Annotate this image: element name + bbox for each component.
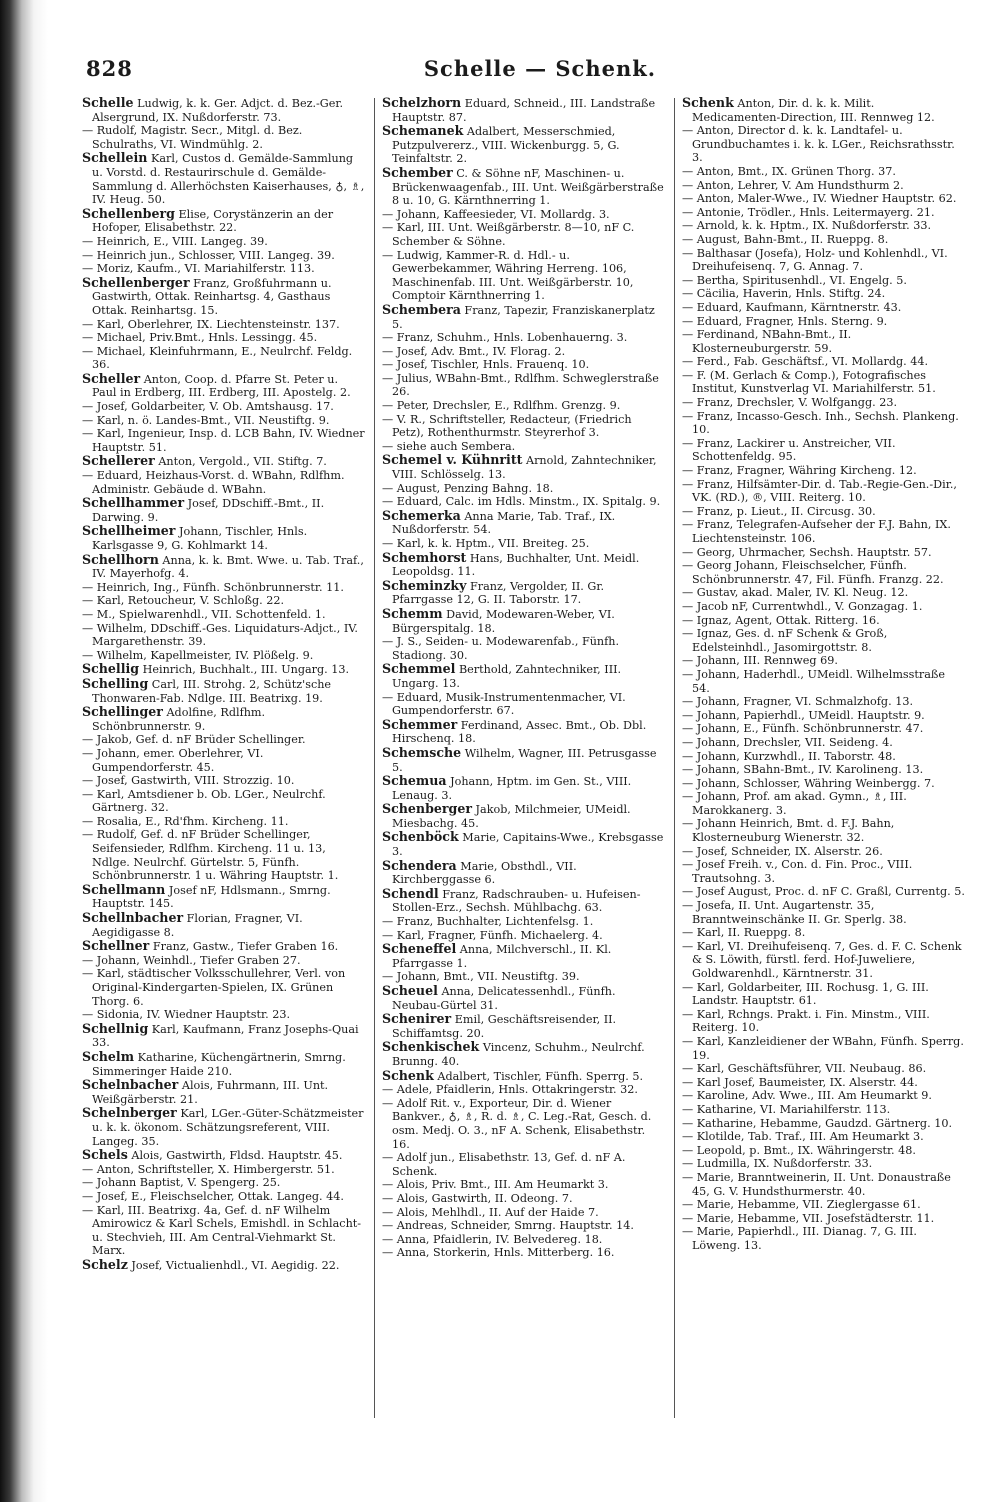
directory-entry: — Michael, Kleinfuhrmann, E., Neulrchf. Feldg. 36. [82, 344, 353, 372]
directory-entry: — Antonie, Trödler., Hnls. Leitermayerg. 21. [682, 205, 935, 219]
directory-entry: Schellein Karl, Custos d. Gemälde-Sammlung u. Vorstd. d. Restaurirschule d. Gemälde-Sammlung d. Allerhöchsten Kaiserhauses, ♁, ♗, IV. Heug. 50. [82, 150, 365, 207]
directory-entry: — Arnold, k. k. Hptm., IX. Nußdorferstr. 33. [682, 219, 932, 233]
directory-entry: — Adolf Rit. v., Exporteur, Dir. d. Wiener Bankver., ♁, ♗, R. d. ♗, C. Leg.-Rat, Gesch. d. osm. Medj. O. 3., nF A. Schenk, Elisabethstr. 16. [382, 1096, 652, 1151]
directory-entry: — Wilhelm, DDschiff.-Ges. Liquidaturs-Adjct., IV. Margarethenstr. 39. [82, 621, 358, 649]
directory-entry: Schellnbacher Florian, Fragner, VI. Aegidigasse 8. [82, 910, 303, 939]
directory-entry: — Johann, Drechsler, VII. Seideng. 4. [682, 735, 893, 749]
directory-entry: — Johann, Kurzwhdl., II. Taborstr. 48. [682, 749, 896, 763]
directory-entry: — Moriz, Kaufm., VI. Mariahilferstr. 113. [82, 262, 315, 276]
directory-entry: — Johann, Bmt., VII. Neustiftg. 39. [382, 970, 580, 984]
directory-entry: — Eduard, Fragner, Hnls. Sterng. 9. [682, 314, 888, 328]
directory-entry: — Franz, Fragner, Währing Kircheng. 12. [682, 464, 917, 478]
directory-entry: — Franz, p. Lieut., II. Circusg. 30. [682, 504, 876, 518]
directory-entry: — Johann, E., Fünfh. Schönbrunnerstr. 47. [682, 722, 924, 736]
directory-entry: — Josef, Adv. Bmt., IV. Florag. 2. [382, 344, 566, 358]
directory-entry: Schenk Adalbert, Tischler, Fünfh. Sperrg. 5. [382, 1067, 644, 1083]
directory-entry: — Anton, Lehrer, V. Am Hundsthurm 2. [682, 178, 904, 192]
directory-entry: — Karl, Oberlehrer, IX. Liechtensteinstr. 137. [82, 317, 340, 331]
directory-columns [82, 96, 970, 1486]
directory-entry: Schelz Josef, Victualienhdl., VI. Aegidig. 22. [82, 1256, 340, 1272]
directory-entry: Schellinger Adolfine, Rdlfhm. Schönbrunnerstr. 9. [82, 704, 266, 733]
directory-entry: — Karl Josef, Baumeister, IX. Alserstr. 44. [682, 1075, 918, 1089]
directory-entry: Schenk Anton, Dir. d. k. k. Milit. Medicamenten-Direction, III. Rennweg 12. [682, 96, 935, 124]
directory-entry: Schelm Katharine, Küchengärtnerin, Smrng. Simmeringer Haide 210. [82, 1048, 346, 1078]
directory-entry: — Rudolf, Magistr. Secr., Mitgl. d. Bez. Schulraths, VI. Windmühlg. 2. [82, 124, 303, 151]
directory-entry: Schenirer Emil, Geschäftsreisender, II. Schiffamtsg. 20. [382, 1011, 617, 1040]
directory-entry: — Bertha, Spiritusenhdl., VI. Engelg. 5. [682, 273, 907, 287]
directory-entry: — Karl, III. Unt. Weißgärberstr. 8—10, nF C. Schember & Söhne. [382, 221, 635, 248]
directory-entry: — Marie, Papierhdl., III. Dianag. 7, G. III. Löweng. 13. [682, 1225, 917, 1252]
directory-entry: Schellerer Anton, Vergold., VII. Stiftg. 7. [82, 453, 327, 469]
directory-entry: — Josef, Gastwirth, VIII. Strozzig. 10. [82, 774, 295, 788]
directory-entry: — Ludwig, Kammer-R. d. Hdl.- u. Gewerbekammer, Währing Herreng. 106, Maschinenfab. III. Unt. Weißgärberstr. 10, Comptoir Kärnthnerring 1. [382, 248, 634, 303]
directory-entry: — Karl, städtischer Volksschullehrer, Verl. von Original-Kindergarten-Spielen, IX. Grünen Thorg. 6. [82, 967, 346, 1008]
column-right [682, 96, 966, 1486]
directory-entry: — Anton, Director d. k. k. Landtafel- u. Grundbuchamtes i. k. k. LGer., Reichsrathsstr. 3. [682, 124, 955, 165]
directory-entry: — Anton, Schriftsteller, X. Himbergerstr. 51. [82, 1162, 335, 1176]
directory-entry: — Ignaz, Ges. d. nF Schenk & Groß, Edelsteinhdl., Jasomirgottstr. 8. [682, 627, 888, 654]
directory-entry: — Julius, WBahn-Bmt., Rdlfhm. Schweglerstraße 26. [382, 371, 659, 399]
directory-entry: — Katharine, VI. Mariahilferstr. 113. [682, 1102, 891, 1116]
directory-entry: — Andreas, Schneider, Smrng. Hauptstr. 14. [382, 1219, 634, 1233]
directory-entry: — M., Spielwarenhdl., VII. Schottenfeld. 1. [82, 607, 326, 621]
directory-entry: — Josef Freih. v., Con. d. Fin. Proc., VIII. Trautsohng. 3. [682, 858, 913, 885]
directory-entry: — Anna, Pfaidlerin, IV. Belvedereg. 18. [382, 1232, 603, 1246]
directory-entry: Schelnbacher Alois, Fuhrmann, III. Unt. Weißgärberstr. 21. [82, 1077, 329, 1106]
directory-entry: — Josef, Goldarbeiter, V. Ob. Amtshausg. 17. [82, 400, 334, 414]
column-left [82, 96, 366, 1486]
directory-entry: Schellmann Josef nF, Hdlsmann., Smrng. Hauptstr. 145. [82, 881, 331, 911]
directory-entry: — F. (M. Gerlach & Comp.), Fotografisches Institut, Kunstverlag VI. Mariahilferstr. 51. [682, 368, 936, 396]
directory-entry: Schemsche Wilhelm, Wagner, III. Petrusgasse 5. [382, 744, 657, 774]
directory-entry: — Michael, Priv.Bmt., Hnls. Lessingg. 45. [82, 331, 318, 345]
directory-entry: — Karl, Ingenieur, Insp. d. LCB Bahn, IV. Wiedner Hauptstr. 51. [82, 427, 365, 454]
directory-entry: Schellenberger Franz, Großfuhrmann u. Gastwirth, Ottak. Reinhartsg. 4, Gasthaus Ottak. Reinhartsg. 15. [82, 274, 332, 317]
directory-entry: — Josef August, Proc. d. nF C. Graßl, Currentg. 5. [682, 885, 965, 899]
directory-entry: — Georg Johann, Fleischselcher, Fünfh. Schönbrunnerstr. 47, Fil. Fünfh. Franzg. 22. [682, 559, 944, 586]
directory-entry: Schembera Franz, Tapezir, Franziskanerplatz 5. [382, 301, 655, 331]
directory-entry: Schelzhorn Eduard, Schneid., III. Landstraße Hauptstr. 87. [382, 96, 656, 124]
directory-entry: — Marie, Branntweinerin, II. Unt. Donaustraße 45, G. V. Hundsthurmerstr. 40. [682, 1170, 951, 1198]
directory-entry: Schemel v. Kühnritt Arnold, Zahntechniker, VIII. Schlösselg. 13. [382, 452, 657, 482]
directory-entry: Schelle Ludwig, k. k. Ger. Adjct. d. Bez.-Ger. Alsergrund, IX. Nußdorferstr. 73. [82, 96, 344, 124]
directory-entry: Scheminzky Franz, Vergolder, II. Gr. Pfarrgasse 12, G. II. Taborstr. 17. [382, 577, 605, 607]
directory-entry: — Johann, III. Rennweg 69. [682, 654, 838, 668]
directory-entry: — Johann Baptist, V. Spengerg. 25. [82, 1176, 281, 1190]
directory-entry: Schellhammer Josef, DDschiff.-Bmt., II. Darwing. 9. [82, 495, 325, 524]
directory-entry: — Johann, Papierhdl., UMeidl. Hauptstr. 9. [682, 708, 925, 722]
directory-entry: Schelling Carl, III. Strohg. 2, Schütz'sche Thonwaren-Fab. Ndlge. III. Beatrixg. 19. [82, 675, 332, 705]
directory-entry: — Josef, E., Fleischselcher, Ottak. Langeg. 44. [82, 1189, 344, 1203]
running-head: Schelle — Schenk. [423, 56, 657, 81]
directory-entry: Schemmer Ferdinand, Assec. Bmt., Ob. Dbl. Hirschenq. 18. [382, 716, 647, 746]
directory-entry: — Johann, Kaffeesieder, VI. Mollardg. 3. [382, 207, 610, 221]
directory-entry: Schellner Franz, Gastw., Tiefer Graben 16. [82, 938, 339, 954]
directory-entry: — Ferdinand, NBahn-Bmt., II. Klosterneuburgerstr. 59. [682, 328, 852, 355]
directory-entry: Schellnig Karl, Kaufmann, Franz Josephs-Quai 33. [82, 1020, 359, 1050]
directory-entry: Schemerka Anna Marie, Tab. Traf., IX. Nußdorferstr. 54. [382, 507, 616, 537]
directory-entry: Schemua Johann, Hptm. im Gen. St., VIII. Lenaug. 3. [382, 773, 632, 802]
directory-entry: — Heinrich, E., VIII. Langeg. 39. [82, 234, 268, 248]
directory-entry: — Josef, Tischler, Hnls. Frauenq. 10. [382, 358, 590, 372]
directory-entry: — Karl, Rchngs. Prakt. i. Fin. Minstm., VIII. Reiterg. 10. [682, 1007, 930, 1035]
directory-entry: — Franz, Buchhalter, Lichtenfelsg. 1. [382, 915, 594, 929]
directory-entry: Schemhorst Hans, Buchhalter, Unt. Meidl. Leopoldsg. 11. [382, 549, 640, 579]
directory-entry: — Anna, Storkerin, Hnls. Mitterberg. 16. [382, 1246, 615, 1260]
directory-entry: — Franz, Schuhm., Hnls. Lobenhauerng. 3. [382, 331, 628, 345]
directory-entry: — Karl, n. ö. Landes-Bmt., VII. Neustiftg. 9. [82, 413, 330, 427]
directory-entry: Schendl Franz, Radschrauben- u. Hufeisen-Stollen-Erz., Sechsh. Mühlbachg. 63. [382, 885, 641, 915]
directory-entry: — Josef, Schneider, IX. Alserstr. 26. [682, 844, 883, 858]
directory-entry: — J. S., Seiden- u. Modewarenfab., Fünfh. Stadiong. 30. [382, 635, 620, 662]
directory-entry: Schenberger Jakob, Milchmeier, UMeidl. Miesbachg. 45. [382, 801, 631, 830]
directory-entry: — Gustav, akad. Maler, IV. Kl. Neug. 12. [682, 586, 909, 600]
page-header [0, 56, 1000, 90]
directory-entry: — Karl, Fragner, Fünfh. Michaelerg. 4. [382, 928, 603, 942]
directory-entry: — V. R., Schriftsteller, Redacteur, (Friedrich Petz), Rothenthurmstr. Steyrerhof 3. [382, 412, 632, 440]
directory-entry: Schellenberg Elise, Corystänzerin an der Hofoper, Elisabethstr. 22. [82, 205, 334, 235]
column-divider [374, 98, 375, 1418]
directory-entry: — Anton, Bmt., IX. Grünen Thorg. 37. [682, 164, 896, 178]
directory-entry: — Franz, Telegrafen-Aufseher der F.J. Bahn, IX. Liechtensteinstr. 106. [682, 518, 951, 545]
directory-entry: — August, Bahn-Bmt., II. Rueppg. 8. [682, 232, 889, 246]
directory-entry: — Georg, Uhrmacher, Sechsh. Hauptstr. 57. [682, 545, 932, 559]
directory-entry: — Eduard, Kaufmann, Kärntnerstr. 43. [682, 300, 902, 314]
directory-entry: — Johann Heinrich, Bmt. d. F.J. Bahn, Klosterneuburg Wienerstr. 32. [682, 817, 895, 845]
directory-entry: — Ludmilla, IX. Nußdorferstr. 33. [682, 1157, 873, 1171]
directory-entry: — Eduard, Heizhaus-Vorst. d. WBahn, Rdlfhm. Administr. Gebäude d. WBahn. [82, 469, 345, 496]
directory-entry: Schels Alois, Gastwirth, Fldsd. Hauptstr. 45. [82, 1147, 343, 1163]
directory-entry: — August, Penzing Bahng. 18. [382, 481, 554, 495]
directory-entry: — Karl, Goldarbeiter, III. Rochusg. 1, G. III. Landstr. Hauptstr. 61. [682, 980, 929, 1008]
page-number: 828 [86, 56, 133, 81]
column-middle [382, 96, 666, 1486]
directory-entry: Schenkischek Vincenz, Schuhm., Neulrchf. Brunng. 40. [382, 1039, 645, 1068]
directory-entry: Schenböck Marie, Capitains-Wwe., Krebsgasse 3. [382, 829, 664, 859]
directory-entry: — Johann, Weinhdl., Tiefer Graben 27. [82, 953, 301, 967]
directory-entry: — Marie, Hebamme, VII. Zieglergasse 61. [682, 1198, 921, 1212]
directory-entry: — Franz, Incasso-Gesch. Inh., Sechsh. Plankeng. 10. [682, 409, 959, 437]
directory-entry: — Karl, k. k. Hptm., VII. Breiteg. 25. [382, 537, 590, 550]
directory-entry: — Heinrich jun., Schlosser, VIII. Langeg. 39. [82, 248, 335, 262]
directory-entry: — Leopold, p. Bmt., IX. Währingerstr. 48. [682, 1143, 916, 1157]
directory-entry: — Johann, Prof. am akad. Gymn., ♗, III. Marokkanerg. 3. [682, 790, 907, 817]
directory-entry: — Johann, SBahn-Bmt., IV. Karolineng. 13. [682, 763, 924, 777]
directory-entry: — Klotilde, Tab. Traf., III. Am Heumarkt 3. [682, 1130, 924, 1144]
directory-entry: Schellhorn Anna, k. k. Bmt. Wwe. u. Tab. Traf., IV. Mayerhofg. 4. [82, 551, 364, 581]
directory-entry: — Cäcilia, Haverin, Hnls. Stiftg. 24. [682, 287, 886, 301]
directory-entry: — Adele, Pfaidlerin, Hnls. Ottakringerstr. 32. [382, 1083, 638, 1097]
directory-entry: — Karl, Amtsdiener b. Ob. LGer., Neulrchf. Gärtnerg. 32. [82, 787, 326, 815]
directory-entry: — Johann, Haderhdl., UMeidl. Wilhelmsstraße 54. [682, 667, 946, 695]
directory-entry: — Karl, Geschäftsführer, VII. Neubaug. 86. [682, 1062, 927, 1076]
directory-entry: — Rosalia, E., Rd'fhm. Kircheng. 11. [82, 814, 289, 828]
directory-entry: — Karoline, Adv. Wwe., III. Am Heumarkt 9. [682, 1089, 932, 1103]
directory-entry: — Adolf jun., Elisabethstr. 13, Gef. d. nF A. Schenk. [382, 1151, 626, 1178]
directory-entry: Schendera Marie, Obsthdl., VII. Kirchberggasse 6. [382, 857, 577, 887]
directory-entry: — Johann, emer. Oberlehrer, VI. Gumpendorferstr. 45. [82, 746, 264, 774]
directory-entry: — Josefa, II. Unt. Augartenstr. 35, Branntweinschänke II. Gr. Sperlg. 38. [682, 899, 907, 926]
directory-entry: Schember C. & Söhne nF, Maschinen- u. Brückenwaagenfab., III. Unt. Weißgärberstraße 8 u. 10, G. Kärnthnerring 1. [382, 164, 664, 208]
directory-entry: Schemanek Adalbert, Messerschmied, Putzpulvererz., VIII. Wickenburgg. 5, G. Teinfaltstr. 2. [382, 123, 620, 166]
directory-entry: — Karl, II. Rueppg. 8. [682, 926, 806, 940]
directory-entry: — Eduard, Musik-Instrumentenmacher, VI. Gumpendorferstr. 67. [382, 690, 626, 718]
directory-entry: — Heinrich, Ing., Fünfh. Schönbrunnerstr. 11. [82, 580, 344, 594]
directory-entry: — Eduard, Calc. im Hdls. Minstm., IX. Spitalg. 9. [382, 495, 661, 509]
directory-entry: Schellig Heinrich, Buchhalt., III. Ungarg. 13. [82, 661, 350, 677]
directory-entry: — Ferd., Fab. Geschäftsf., VI. Mollardg. 44. [682, 355, 929, 369]
directory-entry: — Johann, Schlosser, Währing Weinbergg. 7. [682, 776, 935, 790]
directory-entry: — Alois, Priv. Bmt., III. Am Heumarkt 3. [382, 1178, 609, 1192]
directory-entry: Schemmel Berthold, Zahntechniker, III. Ungarg. 13. [382, 661, 622, 690]
directory-entry: Schelnberger Karl, LGer.-Güter-Schätzmeister u. k. k. ökonom. Schätzungsreferent, VIII. Langeg. 35. [82, 1105, 364, 1148]
directory-entry: — Jacob nF, Currentwhdl., V. Gonzagag. 1. [682, 599, 923, 613]
directory-entry: — Karl, Retoucheur, V. Schloßg. 22. [82, 594, 285, 608]
directory-entry: Scheneffel Anna, Milchverschl., II. Kl. Pfarrgasse 1. [382, 941, 612, 970]
directory-entry: — Franz, Drechsler, V. Wolfgangg. 23. [682, 396, 898, 410]
directory-entry: — Karl, III. Beatrixg. 4a, Gef. d. nF Wilhelm Amirowicz & Karl Schels, Emishdl. in Schlacht- u. Stechvieh, III. Am Central-Viehmarkt St. Marx. [82, 1203, 362, 1258]
directory-entry: Schellheimer Johann, Tischler, Hnls. Karlsgasse 9, G. Kohlmarkt 14. [82, 523, 308, 552]
directory-entry: Schemm David, Modewaren-Weber, VI. Bürgerspitalg. 18. [382, 605, 615, 635]
directory-entry: — Wilhelm, Kapellmeister, IV. Plößelg. 9. [82, 648, 314, 662]
directory-entry: — Franz, Lackirer u. Anstreicher, VII. Schottenfeldg. 95. [682, 436, 896, 464]
directory-entry: — Rudolf, Gef. d. nF Brüder Schellinger, Seifensieder, Rdlfhm. Kircheng. 11 u. 13, Ndlge. Neulrchf. Gürtelstr. 5, Fünfh. Schönbrunnerstr. 1 u. Währing Hauptstr. 1. [82, 828, 339, 883]
directory-entry: — Marie, Hebamme, VII. Josefstädterstr. 11. [682, 1211, 935, 1225]
directory-entry: — Balthasar (Josefa), Holz- und Kohlenhdl., VI. Dreihufeisenq. 7, G. Annag. 7. [682, 246, 948, 274]
directory-entry: — Karl, VI. Dreihufeisenq. 7, Ges. d. F. C. Schenk & S. Löwith, fürstl. ferd. Hof-Juweliere, Goldwarenhdl., Kärntnerstr. 31. [682, 939, 962, 980]
directory-entry: — Jakob, Gef. d. nF Brüder Schellinger. [82, 733, 306, 747]
directory-entry: — Franz, Hilfsämter-Dir. d. Tab.-Regie-Gen.-Dir., VK. (RD.), ®, VIII. Reiterg. 10. [682, 477, 957, 505]
directory-entry: — Anton, Maler-Wwe., IV. Wiedner Hauptstr. 62. [682, 192, 957, 206]
directory-entry: Scheuel Anna, Delicatessenhdl., Fünfh. Neubau-Gürtel 31. [382, 983, 616, 1012]
directory-entry: — Karl, Kanzleidiener der WBahn, Fünfh. Sperrg. 19. [682, 1034, 964, 1062]
directory-entry: — Sidonia, IV. Wiedner Hauptstr. 23. [82, 1008, 291, 1022]
directory-entry: — Johann, Fragner, VI. Schmalzhofg. 13. [682, 695, 914, 709]
directory-entry: — Peter, Drechsler, E., Rdlfhm. Grenzg. 9. [382, 399, 621, 413]
directory-entry: — Katharine, Hebamme, Gaudzd. Gärtnerg. 10. [682, 1116, 952, 1130]
directory-entry: Scheller Anton, Coop. d. Pfarre St. Peter u. Paul in Erdberg, III. Erdberg, III. Apostelg. 2. [82, 370, 351, 400]
column-divider [674, 98, 675, 1418]
directory-entry: — Ignaz, Agent, Ottak. Ritterg. 16. [682, 613, 880, 627]
directory-entry: — Alois, Mehlhdl., II. Auf der Haide 7. [382, 1205, 599, 1219]
directory-entry: — siehe auch Sembera. [382, 439, 516, 453]
directory-entry: — Alois, Gastwirth, II. Odeong. 7. [382, 1191, 573, 1205]
